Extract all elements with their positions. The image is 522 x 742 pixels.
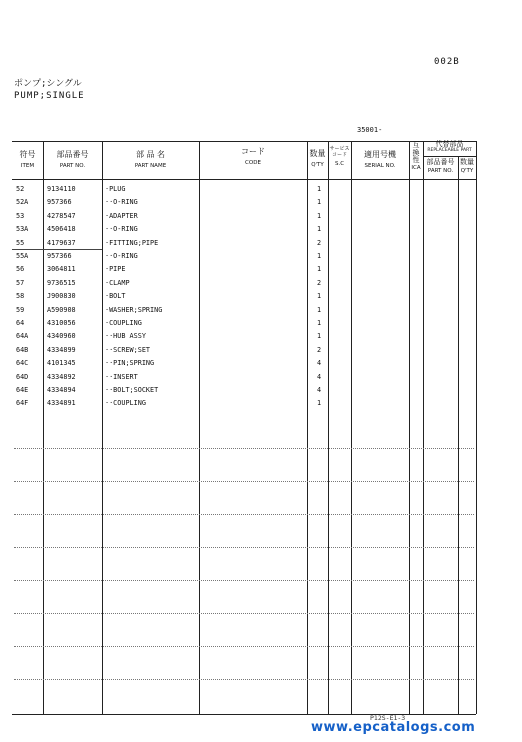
- dotted-guide: [14, 448, 474, 449]
- row-part-no: 4334891: [47, 399, 76, 408]
- group-separator: [12, 249, 102, 250]
- row-part-name: ··COUPLING: [105, 399, 146, 408]
- row-part-name: ··O-RING: [105, 225, 138, 234]
- table-row: [0, 263, 522, 276]
- row-item: 55A: [16, 252, 29, 260]
- header-name-jp: 部 品 名: [135, 150, 166, 159]
- dotted-guide: [14, 613, 474, 614]
- row-item: 52: [16, 185, 25, 193]
- row-qty: 4: [316, 372, 322, 381]
- serial-start: 35001-: [357, 126, 383, 134]
- table-bottom-border: [12, 714, 476, 715]
- row-item: 55: [16, 238, 25, 247]
- dotted-guide: [14, 580, 474, 581]
- header-replaceable-part: [423, 141, 476, 154]
- row-qty: 1: [316, 305, 322, 314]
- row-qty: 1: [316, 319, 322, 327]
- row-part-name: ·COUPLING: [105, 319, 142, 327]
- row-part-no: 9736515: [47, 278, 76, 287]
- row-item: 58: [16, 292, 25, 301]
- row-item: 64E: [16, 386, 29, 394]
- row-part-name: ·PLUG: [105, 185, 126, 193]
- row-part-name: ·PIPE: [105, 265, 126, 274]
- row-item: 64D: [16, 372, 29, 381]
- row-part-no: 4340960: [47, 332, 76, 341]
- header-replace-part-no: [423, 159, 458, 174]
- header-replace-qty: [458, 159, 476, 174]
- row-qty: 2: [316, 278, 322, 287]
- row-item: 64: [16, 319, 25, 327]
- dotted-guide: [14, 514, 474, 515]
- replace-subheader-line: [423, 156, 476, 157]
- dotted-guide: [14, 646, 474, 647]
- row-part-name: ·BOLT: [105, 292, 126, 301]
- header-qty: [307, 150, 328, 168]
- row-part-name: ··INSERT: [105, 372, 138, 381]
- table-row: [0, 344, 522, 357]
- row-qty: 1: [316, 399, 322, 408]
- row-part-no: 4179637: [47, 238, 76, 247]
- header-code: [199, 148, 307, 166]
- header-part-en: PART NO.: [59, 162, 86, 169]
- row-part-no: 4310056: [47, 319, 76, 327]
- header-rqty-jp: 数量: [460, 158, 474, 166]
- row-part-no: 957366: [47, 198, 72, 207]
- table-row: [0, 210, 522, 223]
- row-qty: 1: [316, 185, 322, 193]
- row-qty: 1: [316, 332, 322, 341]
- watermark: www.epcatalogs.com: [311, 720, 476, 735]
- row-part-name: ··PIN;SPRING: [105, 359, 155, 368]
- header-rpart-jp: 部品番号: [426, 158, 455, 166]
- header-item: [12, 151, 43, 169]
- title-english: PUMP;SINGLE: [14, 91, 85, 101]
- table-row: [0, 290, 522, 303]
- row-part-name: ·CLAMP: [105, 278, 130, 287]
- dotted-guide: [14, 481, 474, 482]
- table-row: [0, 397, 522, 410]
- table-row: [0, 371, 522, 384]
- table-row: [0, 223, 522, 236]
- dotted-guide: [14, 679, 474, 680]
- row-part-no: 4334894: [47, 386, 76, 394]
- title-japanese: ポンプ;シングル: [14, 79, 82, 89]
- row-item: 53: [16, 211, 25, 220]
- header-qty-en: Q'TY: [311, 161, 324, 168]
- row-part-no: 4334899: [47, 345, 76, 354]
- header-qty-jp: 数量: [309, 149, 326, 158]
- header-service-code: [328, 147, 351, 167]
- header-item-en: ITEM: [20, 162, 35, 169]
- row-qty: 1: [316, 252, 322, 260]
- row-item: 64B: [16, 345, 29, 354]
- row-item: 52A: [16, 198, 29, 207]
- table-row: [0, 384, 522, 397]
- dotted-guide: [14, 547, 474, 548]
- table-row: [0, 317, 522, 330]
- row-qty: 1: [316, 225, 322, 234]
- row-part-name: ·WASHER;SPRING: [105, 305, 163, 314]
- row-qty: 1: [316, 198, 322, 207]
- table-row: [0, 237, 522, 250]
- row-qty: 4: [316, 359, 322, 368]
- row-part-no: 4506418: [47, 225, 76, 234]
- row-qty: 2: [316, 345, 322, 354]
- header-serial-no: [351, 151, 409, 169]
- row-part-no: 4334892: [47, 372, 76, 381]
- row-part-no: A590908: [47, 305, 76, 314]
- table-top-border: [12, 141, 476, 142]
- header-sc-en: S.C: [334, 161, 345, 167]
- table-row: [0, 250, 522, 263]
- table-row: [0, 357, 522, 370]
- row-item: 64F: [16, 399, 29, 408]
- header-part-jp: 部品番号: [56, 150, 89, 159]
- row-item: 59: [16, 305, 25, 314]
- row-qty: 1: [316, 292, 322, 301]
- table-row: [0, 304, 522, 317]
- table-row: [0, 330, 522, 343]
- header-replace-en: REPLACEABLE PART: [427, 147, 472, 153]
- page-code: 002B: [434, 57, 460, 67]
- table-row: [0, 196, 522, 209]
- header-bottom-border: [12, 179, 476, 180]
- row-item: 57: [16, 278, 25, 287]
- row-part-name: ··SCREW;SET: [105, 345, 151, 354]
- row-part-name: ·FITTING;PIPE: [105, 238, 159, 247]
- header-rqty-en: Q'TY: [460, 167, 474, 174]
- row-qty: 4: [316, 386, 322, 394]
- row-item: 64C: [16, 359, 29, 368]
- row-qty: 2: [316, 238, 322, 247]
- row-part-name: ··O-RING: [105, 198, 138, 207]
- header-part-no: [43, 151, 102, 169]
- header-code-jp: コード: [241, 147, 265, 156]
- header-ica-en: ICA: [411, 165, 421, 172]
- row-part-no: 9134110: [47, 185, 76, 193]
- row-part-name: ··HUB ASSY: [105, 332, 146, 341]
- row-part-no: 3064811: [47, 265, 76, 274]
- header-serialno-en: SERIAL NO.: [364, 162, 396, 169]
- row-part-name: ··BOLT;SOCKET: [105, 386, 159, 394]
- header-name-en: PART NAME: [134, 162, 167, 169]
- row-part-no: 4101345: [47, 359, 76, 368]
- header-replace-jp: 代替部品: [435, 140, 464, 148]
- header-ica-jp: 互換性: [412, 141, 420, 165]
- row-qty: 1: [316, 265, 322, 274]
- table-row: [0, 277, 522, 290]
- header-code-en: CODE: [245, 159, 261, 166]
- row-part-no: J900830: [47, 292, 76, 301]
- header-ica: [409, 142, 423, 171]
- row-part-name: ··O-RING: [105, 252, 138, 260]
- header-part-name: [102, 151, 199, 169]
- row-qty: 1: [316, 211, 322, 220]
- header-rpart-en: PART NO.: [427, 167, 454, 174]
- row-part-no: 4278547: [47, 211, 76, 220]
- row-item: 56: [16, 265, 25, 274]
- header-sc-jp: サービスコード: [329, 146, 350, 158]
- header-serialno-jp: 適用号機: [364, 150, 396, 159]
- row-part-no: 957366: [47, 252, 72, 260]
- row-item: 64A: [16, 332, 29, 341]
- row-item: 53A: [16, 225, 29, 234]
- footer-code: P12S-E1-3: [370, 714, 406, 722]
- row-part-name: ·ADAPTER: [105, 211, 138, 220]
- header-item-jp: 符号: [19, 150, 36, 159]
- table-row: [0, 183, 522, 196]
